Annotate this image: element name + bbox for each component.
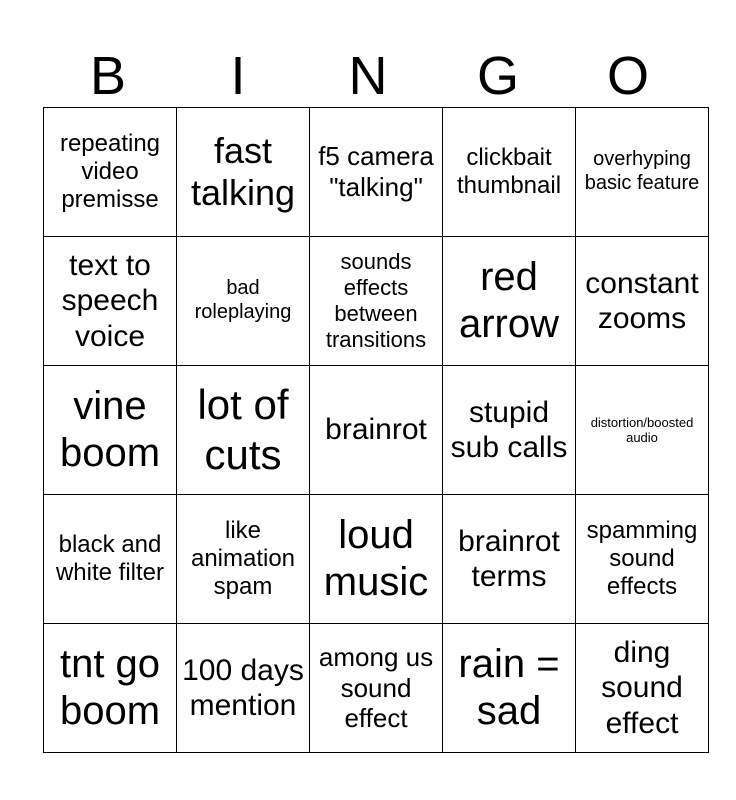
- bingo-cell[interactable]: ding sound effect: [576, 624, 709, 753]
- bingo-cell[interactable]: fast talking: [177, 108, 310, 237]
- bingo-cell[interactable]: stupid sub calls: [443, 366, 576, 495]
- bingo-cell[interactable]: red arrow: [443, 237, 576, 366]
- bingo-cell[interactable]: f5 camera "talking": [310, 108, 443, 237]
- bingo-cell[interactable]: vine boom: [44, 366, 177, 495]
- bingo-cell[interactable]: tnt go boom: [44, 624, 177, 753]
- bingo-cell[interactable]: brainrot terms: [443, 495, 576, 624]
- bingo-cell[interactable]: black and white filter: [44, 495, 177, 624]
- bingo-cell[interactable]: distortion/boosted audio: [576, 366, 709, 495]
- header-letter-o: O: [606, 46, 649, 106]
- header-letter-b: B: [89, 46, 127, 106]
- header-letter-n: N: [348, 46, 388, 106]
- bingo-grid: [43, 107, 709, 753]
- header-letter-g: G: [476, 46, 519, 106]
- bingo-row: [44, 366, 709, 495]
- bingo-cell[interactable]: bad roleplaying: [177, 237, 310, 366]
- bingo-cell[interactable]: rain = sad: [443, 624, 576, 753]
- bingo-cell[interactable]: lot of cuts: [177, 366, 310, 495]
- bingo-cell[interactable]: brainrot: [310, 366, 443, 495]
- header-letter-i: I: [230, 46, 246, 106]
- bingo-header: [43, 44, 693, 108]
- bingo-cell[interactable]: among us sound effect: [310, 624, 443, 753]
- bingo-row: [44, 624, 709, 753]
- bingo-row: [44, 495, 709, 624]
- bingo-cell[interactable]: loud music: [310, 495, 443, 624]
- bingo-cell[interactable]: clickbait thumbnail: [443, 108, 576, 237]
- bingo-cell[interactable]: repeating video premisse: [44, 108, 177, 237]
- bingo-cell[interactable]: constant zooms: [576, 237, 709, 366]
- bingo-cell[interactable]: like animation spam: [177, 495, 310, 624]
- bingo-cell[interactable]: overhyping basic feature: [576, 108, 709, 237]
- bingo-cell[interactable]: 100 days mention: [177, 624, 310, 753]
- bingo-row: [44, 108, 709, 237]
- bingo-cell[interactable]: sounds effects between transitions: [310, 237, 443, 366]
- bingo-row: [44, 237, 709, 366]
- bingo-cell[interactable]: text to speech voice: [44, 237, 177, 366]
- bingo-cell[interactable]: spamming sound effects: [576, 495, 709, 624]
